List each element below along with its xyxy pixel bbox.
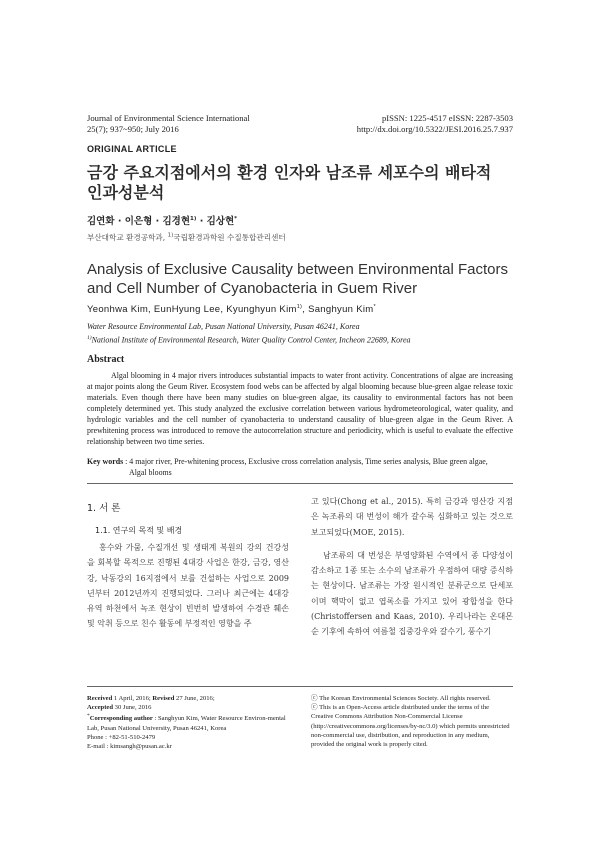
journal-doi[interactable]: http://dx.doi.org/10.5322/JESI.2016.25.7.937 <box>356 124 513 134</box>
journal-info <box>87 113 250 135</box>
english-authors-star: * <box>373 304 376 310</box>
english-affiliation-2 <box>87 335 411 345</box>
korean-affil-b: 국립환경과학원 수질통합관리센터 <box>173 233 286 242</box>
corresponding-author <box>87 712 287 733</box>
abstract-heading: Abstract <box>87 354 125 365</box>
right-paragraph-2: 남조류의 대 번성은 부영양화된 수역에서 종 다양성이 감소하고 1종 또는 소수의 남조류가 우점하여 대량 증식하는 현상이다. 남조류는 가장 원시적인 분류군으로 단세포이며 핵막이 없고 엽록소를 가지고 있어 광합성을 한다(Christoffersen and Kaas, 2010). 우리나라는 온대몬순 기후에 속하여 여름철 집중강우와 갈수기, 풍수기 <box>311 550 513 637</box>
footer-left <box>87 694 287 751</box>
korean-authors-tail: · 김상현 <box>196 216 235 227</box>
footer-right <box>311 694 513 749</box>
english-affil2-sup: 1) <box>87 335 92 341</box>
received-line <box>87 694 287 703</box>
phone: Phone : +82-51-510-2479 <box>87 734 156 741</box>
left-paragraph: 홍수와 가뭄, 수질개선 및 생태계 복원의 강의 건강성을 회복할 목적으로 진행된 4대강 사업은 한강, 금강, 영산강, 낙동강의 16지점에서 보를 건설하는 사업으로 2009년부터 2012년까지 진행되었다. 그러나 최근에는 4대강 유역 하천에서 녹조 현상이 빈번히 발생하여 수경관 훼손 및 악취 등으로 친수 활동에 부정적인 영향을 주 <box>87 543 289 629</box>
journal-identifiers <box>357 113 513 135</box>
english-title: Analysis of Exclusive Causality between Environmental Factors and Cell Number of Cyanobacteria in Guem River <box>87 261 509 297</box>
journal-name: Journal of Environmental Science International <box>87 113 250 123</box>
journal-issn: pISSN: 1225-4517 eISSN: 2287-3503 <box>381 113 513 123</box>
english-authors <box>87 304 376 315</box>
received-label: Received <box>87 695 113 702</box>
keywords-text: : 4 major river, Pre-whitening process, Exclusive cross correlation analysis, Time series analysis, Blue green algae, <box>123 457 488 466</box>
license: ⓒ This is an Open-Access article distributed under the terms of the Creative Commons Attribution Non-Commercial License (http://creativecommons.org/licenses/by-nc/3.0) which permits unrestricted non-commercial use, distribution, and reproduction in any medium, provided the original work is properly cited. <box>311 704 510 749</box>
article-type: ORIGINAL ARTICLE <box>87 144 177 154</box>
keywords <box>87 456 513 478</box>
korean-title <box>87 163 507 203</box>
korean-authors-sup: 1) <box>190 215 197 222</box>
accepted-label: Accepted <box>87 704 113 712</box>
body-column-right <box>311 494 513 640</box>
divider-top <box>87 483 513 484</box>
english-affil2-text: National Institute of Environmental Research, Water Quality Control Center, Incheon 22689, Korea <box>91 335 411 345</box>
korean-title-line1: 금강 주요지점에서의 환경 인자와 남조류 세포수의 배타적 <box>87 163 492 182</box>
english-authors-main: Yeonhwa Kim, EunHyung Lee, Kyunghyun Kim <box>87 304 297 316</box>
korean-authors-star: * <box>234 215 238 222</box>
corr-text: : Sanghyun Kim, Water Resource Environ-mental Lab, Pusan National University, Pusan 46241, Korea <box>87 715 286 732</box>
english-authors-tail: , Sanghyun Kim <box>302 304 374 316</box>
accepted-date: 30 June, 2016 <box>113 704 152 712</box>
accepted-line <box>87 703 287 712</box>
korean-title-line2: 인과성분석 <box>87 183 165 202</box>
received-date: 1 April, 2016; <box>112 695 153 702</box>
korean-affil-sup: 1) <box>167 232 174 239</box>
section-title: 1. 서 론 <box>87 503 121 514</box>
korean-authors <box>87 213 237 227</box>
abstract-body: Algal blooming in 4 major rivers introduces substantial impacts to water front activity. Concentrations of algae are increasing at major points along the Geum River. Ecosystem food webs can be affected by algal blooming because blue-green algae release toxic materials. Even though there have been many studies on blue-green algae, its causality to environmental factors has not been completely determined yet. This study analyzed the exclusive correlation between various hydrometeorological, water quality, and hydrologic variables and the cell number of cyanobacteria to understand causality of blue-green algae in the Geum River. A prewhitening process was introduced to remove the autocorrelation structure and periodicity, which is useful to evaluate the effective relationship between two time series. <box>87 371 513 446</box>
korean-authors-main: 김연화 · 이은형 · 김경현 <box>87 216 191 227</box>
right-paragraph-1: 고 있다(Chong et al., 2015). 특히 금강과 영산강 지점은 녹조류의 대 번성이 해가 갈수록 심화하고 있는 것으로 보고되었다(MOE, 2015). <box>311 497 513 537</box>
journal-issue: 25(7); 937~950; July 2016 <box>87 124 179 134</box>
keywords-label: Key words <box>87 457 124 466</box>
copyright: ⓒ The Korean Environmental Sciences Society. All rights reserved. <box>311 695 491 702</box>
korean-affiliation <box>87 232 286 243</box>
revised-date: 27 June, 2016; <box>174 695 215 702</box>
email[interactable]: E-mail : kimsangh@pusan.ac.kr <box>87 743 172 751</box>
english-affiliation-1: Water Resource Environmental Lab, Pusan National University, Pusan 46241, Korea <box>87 322 360 331</box>
body-column-left <box>87 540 289 632</box>
divider-bottom <box>87 686 513 687</box>
english-authors-sup: 1) <box>296 304 303 310</box>
keywords-cont: Algal blooms <box>129 468 172 477</box>
subsection-title: 1.1. 연구의 목적 및 배경 <box>95 526 183 535</box>
corr-label: Corresponding author <box>89 715 153 723</box>
korean-affil-a: 부산대학교 환경공학과, <box>87 233 168 242</box>
revised-label: Revised <box>152 695 175 702</box>
corr-star: * <box>87 713 90 720</box>
